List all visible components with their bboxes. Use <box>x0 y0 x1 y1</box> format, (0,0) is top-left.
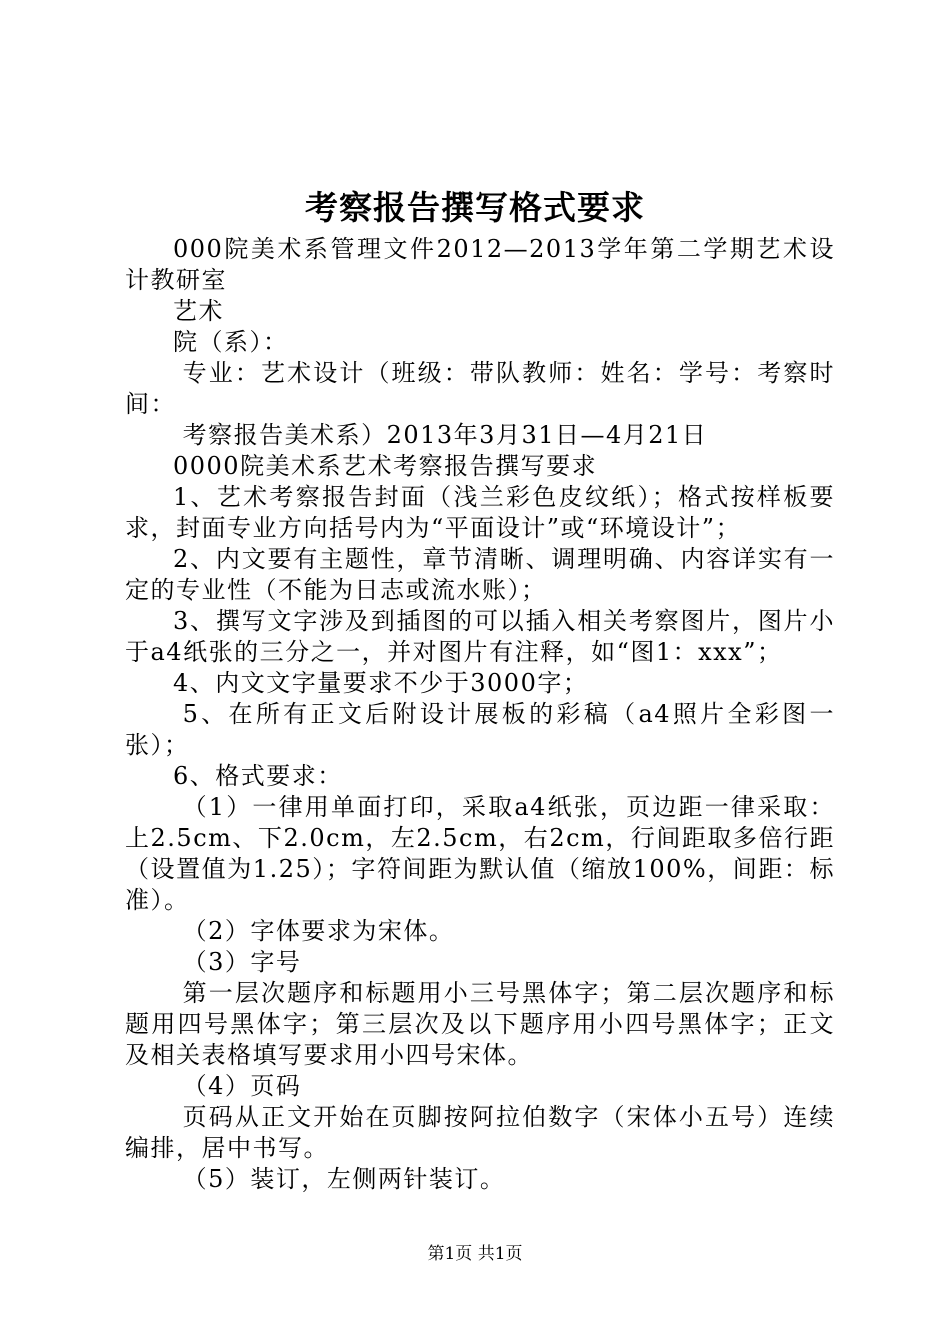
paragraph-format-3: （3）字号 <box>182 948 302 976</box>
paragraph-item-4: 4、内文文字量要求不少于3000字； <box>173 669 589 697</box>
paragraph-department: 院（系）： <box>173 328 289 356</box>
paragraph-item-6: 6、格式要求： <box>173 762 343 790</box>
document-title: 考察报告撰写格式要求 <box>305 188 645 227</box>
page-footer: 第1页 共1页 <box>427 1244 523 1264</box>
paragraph-format-2: （2）字体要求为宋体。 <box>182 917 455 945</box>
paragraph-format-1: （1）一律用单面打印，采取a4纸张，页边距一律采取：上2.5cm、下2.0cm，左2.5cm，右2cm，行间距取多倍行距（设置值为1.25）；字符间距为默认值（缩放100%，间距：标准）。 <box>125 793 835 914</box>
paragraph-page-number: 页码从正文开始在页脚按阿拉伯数字（宋体小五号）连续编排，居中书写。 <box>125 1103 835 1162</box>
paragraph-art: 艺术 <box>173 297 224 325</box>
paragraph-item-1: 1、艺术考察报告封面（浅兰彩色皮纹纸）；格式按样板要求，封面专业方向括号内为“平面设计”或“环境设计”； <box>125 483 835 542</box>
paragraph-subtitle: 0000院美术系艺术考察报告撰写要求 <box>173 452 598 480</box>
paragraph-font-size: 第一层次题序和标题用小三号黑体字；第二层次题序和标题用四号黑体字；第三层次及以下题序用小四号黑体字；正文及相关表格填写要求用小四号宋体。 <box>125 979 835 1069</box>
paragraph-major: 专业：艺术设计（班级：带队教师：姓名：学号：考察时间： <box>125 359 835 418</box>
paragraph-item-5: 5、在所有正文后附设计展板的彩稿（a4照片全彩图一张）； <box>125 700 835 759</box>
document-body <box>125 234 835 1195</box>
paragraph-item-3: 3、撰写文字涉及到插图的可以插入相关考察图片，图片小于a4纸张的三分之一，并对图片有注释，如“图1：xxx”； <box>125 607 835 666</box>
paragraph-format-5: （5）装订，左侧两针装订。 <box>182 1165 506 1193</box>
paragraph-format-4: （4）页码 <box>182 1072 302 1100</box>
paragraph-date: 考察报告美术系）2013年3月31日—4月21日 <box>182 421 708 449</box>
paragraph-header: 000院美术系管理文件2012—2013学年第二学期艺术设计教研室 <box>125 235 835 294</box>
paragraph-item-2: 2、内文要有主题性，章节清晰、调理明确、内容详实有一定的专业性（不能为日志或流水账）； <box>125 545 835 604</box>
